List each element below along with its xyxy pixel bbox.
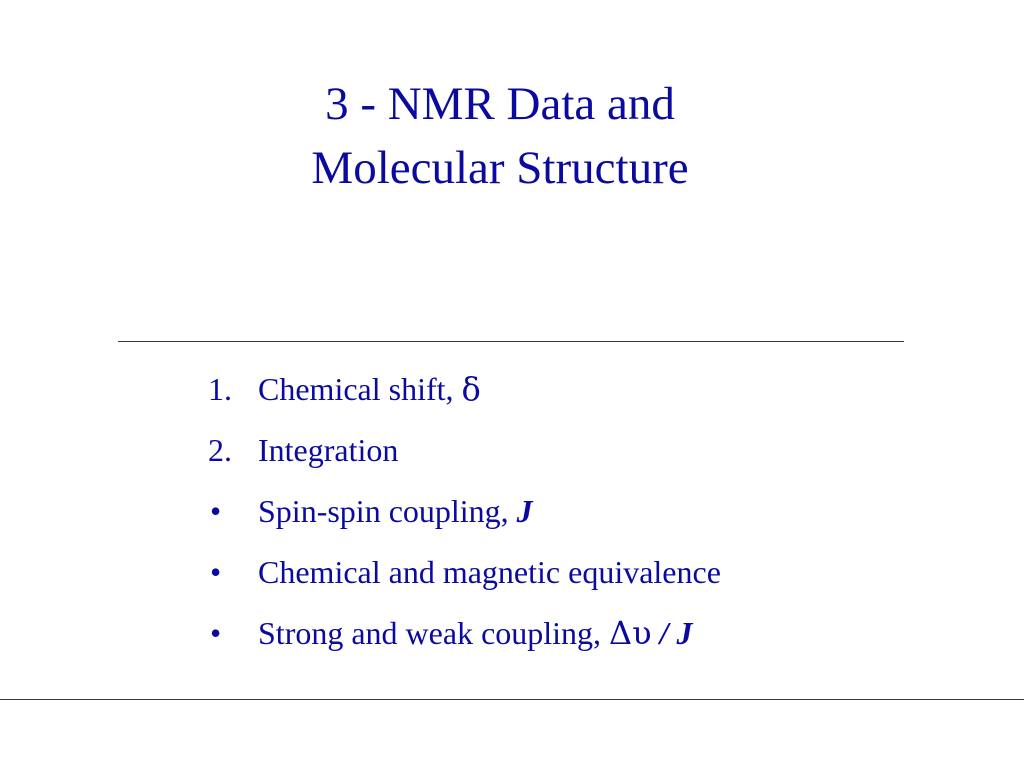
list-number: 1. [208, 371, 232, 407]
bullet-icon: • [210, 615, 222, 651]
list-item-text [258, 488, 533, 534]
coupling-ratio-symbol: / J [651, 615, 693, 651]
list-item-text [258, 610, 693, 656]
title-divider [118, 341, 904, 342]
item-label: Spin-spin coupling, [258, 493, 517, 529]
title-line-1: 3 - NMR Data and [325, 78, 675, 130]
footer-divider [0, 699, 1024, 700]
list-number: 2. [208, 432, 232, 468]
title-line-2: Molecular Structure [311, 142, 689, 194]
delta-symbol: δ [461, 370, 481, 408]
delta-nu-symbol: Δυ [609, 614, 652, 652]
list-item-text: Chemical and magnetic equivalence [258, 554, 721, 590]
list-item-text: Integration [258, 432, 399, 468]
bullet-icon: • [210, 493, 222, 529]
coupling-constant-symbol: J [516, 493, 533, 529]
item-label: Strong and weak coupling, [258, 615, 610, 651]
list-item-text [258, 366, 481, 412]
item-label: Chemical shift, [258, 371, 462, 407]
slide-title [0, 72, 1000, 200]
bullet-icon: • [210, 554, 222, 590]
